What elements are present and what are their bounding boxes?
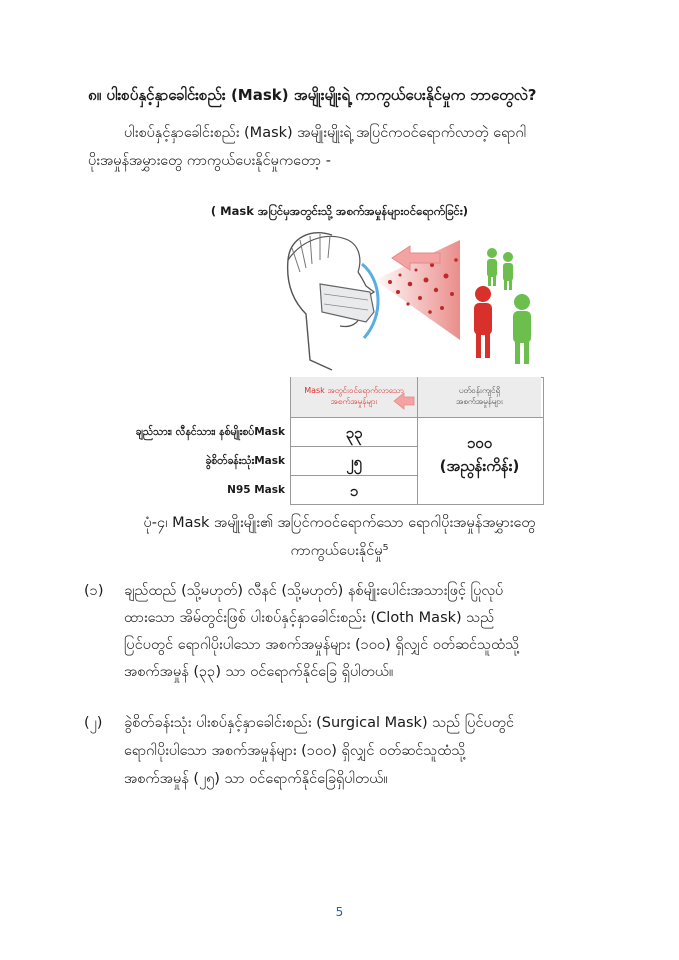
page-number: 5 — [335, 905, 344, 919]
row-label-n95: N95 Mask — [227, 484, 285, 496]
mask-illustration — [270, 220, 540, 380]
row-value-surgical: ၂၅ — [346, 453, 362, 471]
figure-title: ( Mask အပြင်မှအတွင်းသို့ အစက်အမှုန်များဝင်ရောက်ခြင်း) — [210, 204, 469, 218]
row-label-surgical: ခွဲစိတ်ခန်းသုံးMask — [205, 455, 285, 467]
figure-caption-line-1: ပုံ-၄၊ Mask အမျိုးမျိုး၏ အပြင်ကဝင်ရောက်သော ရောဂါပိုးအမှုန်အမွှားတွေ — [143, 515, 536, 531]
row-value-cloth: ၃၃ — [345, 424, 363, 442]
header-left-line-2: အစက်အမှုန်များ — [330, 397, 378, 406]
intro-line-1: ပါးစပ်နှင့်နှာခေါင်းစည်း (Mask) အမျိုးမျိုးရဲ့ အပြင်ကဝင်ရောက်လာတဲ့ ရောဂါ — [124, 125, 527, 141]
row-label-cloth: ချည်သား၊ လီနင်သား၊ နစ်မျိုးစပ်Mask — [135, 426, 285, 438]
section-heading: ၈။ ပါးစပ်နှင့်နှာခေါင်းစည်း (Mask) အမျိုးမျိုးရဲ့ ကာကွယ်ပေးနိုင်မှုက ဘာတွေလဲ? — [88, 86, 537, 104]
item-1-marker: (၁) — [84, 583, 104, 599]
intro-line-2: ပိုးအမှုန်အမွှားတွေ ကာကွယ်ပေးနိုင်မှုကတော့ - — [88, 153, 331, 169]
row-value-n95: ၁ — [349, 482, 359, 500]
item-1-line-3: ပြင်ပတွင် ရောဂါပိုးပါသော အစက်အမှုန်များ (၁၀၀) ရှိလျှင် ဝတ်ဆင်သူထံသို့ — [124, 637, 520, 653]
header-right-line-1: ပတ်ဝန်းကျင်ရှိ — [458, 386, 501, 396]
item-1-line-4: အစက်အမှုန် (၃၃) သာ ဝင်ရောက်နိုင်ခြေ ရှိပါတယ်။ — [124, 664, 394, 680]
item-2-line-1: ခွဲစိတ်ခန်းသုံး ပါးစပ်နှင့်နှာခေါင်းစည်း (Surgical Mask) သည် ပြင်ပတွင် — [124, 715, 515, 731]
item-2-marker: (၂) — [84, 715, 103, 731]
header-right-line-2: အစက်အမှုန်များ — [456, 397, 503, 406]
item-2-line-2: ရောဂါပိုးပါသော အစက်အမှုန်များ (၁၀၀) ရှိလျှင် ဝတ်ဆင်သူထံသို့ — [124, 743, 466, 759]
environment-value — [418, 432, 541, 477]
item-1-line-2: ထားသော အိမ်တွင်းဖြစ် ပါးစပ်နှင့်နှာခေါင်းစည်း (Cloth Mask) သည် — [124, 610, 495, 626]
red-person-icon — [474, 286, 492, 358]
header-left-line-1: Mask အတွင်းဝင်ရောက်လာသော — [304, 386, 404, 396]
green-person-icons — [487, 248, 531, 364]
environment-count: ၁၀၀ — [466, 434, 493, 452]
item-2-line-3: အစက်အမှုန် (၂၅) သာ ဝင်ရောက်နိုင်ခြေရှိပါတယ်။ — [124, 771, 388, 787]
environment-note: (အညွန်းကိန်း) — [439, 456, 520, 475]
mask-shape — [320, 284, 374, 322]
item-1-line-1: ချည်ထည် (သို့မဟုတ်) လီနင် (သို့မဟုတ်) နစ်မျိုးပေါင်းအသားဖြင့် ပြုလုပ် — [124, 583, 504, 599]
figure-caption-line-2: ကာကွယ်ပေးနိုင်မှု⁵ — [290, 543, 389, 559]
